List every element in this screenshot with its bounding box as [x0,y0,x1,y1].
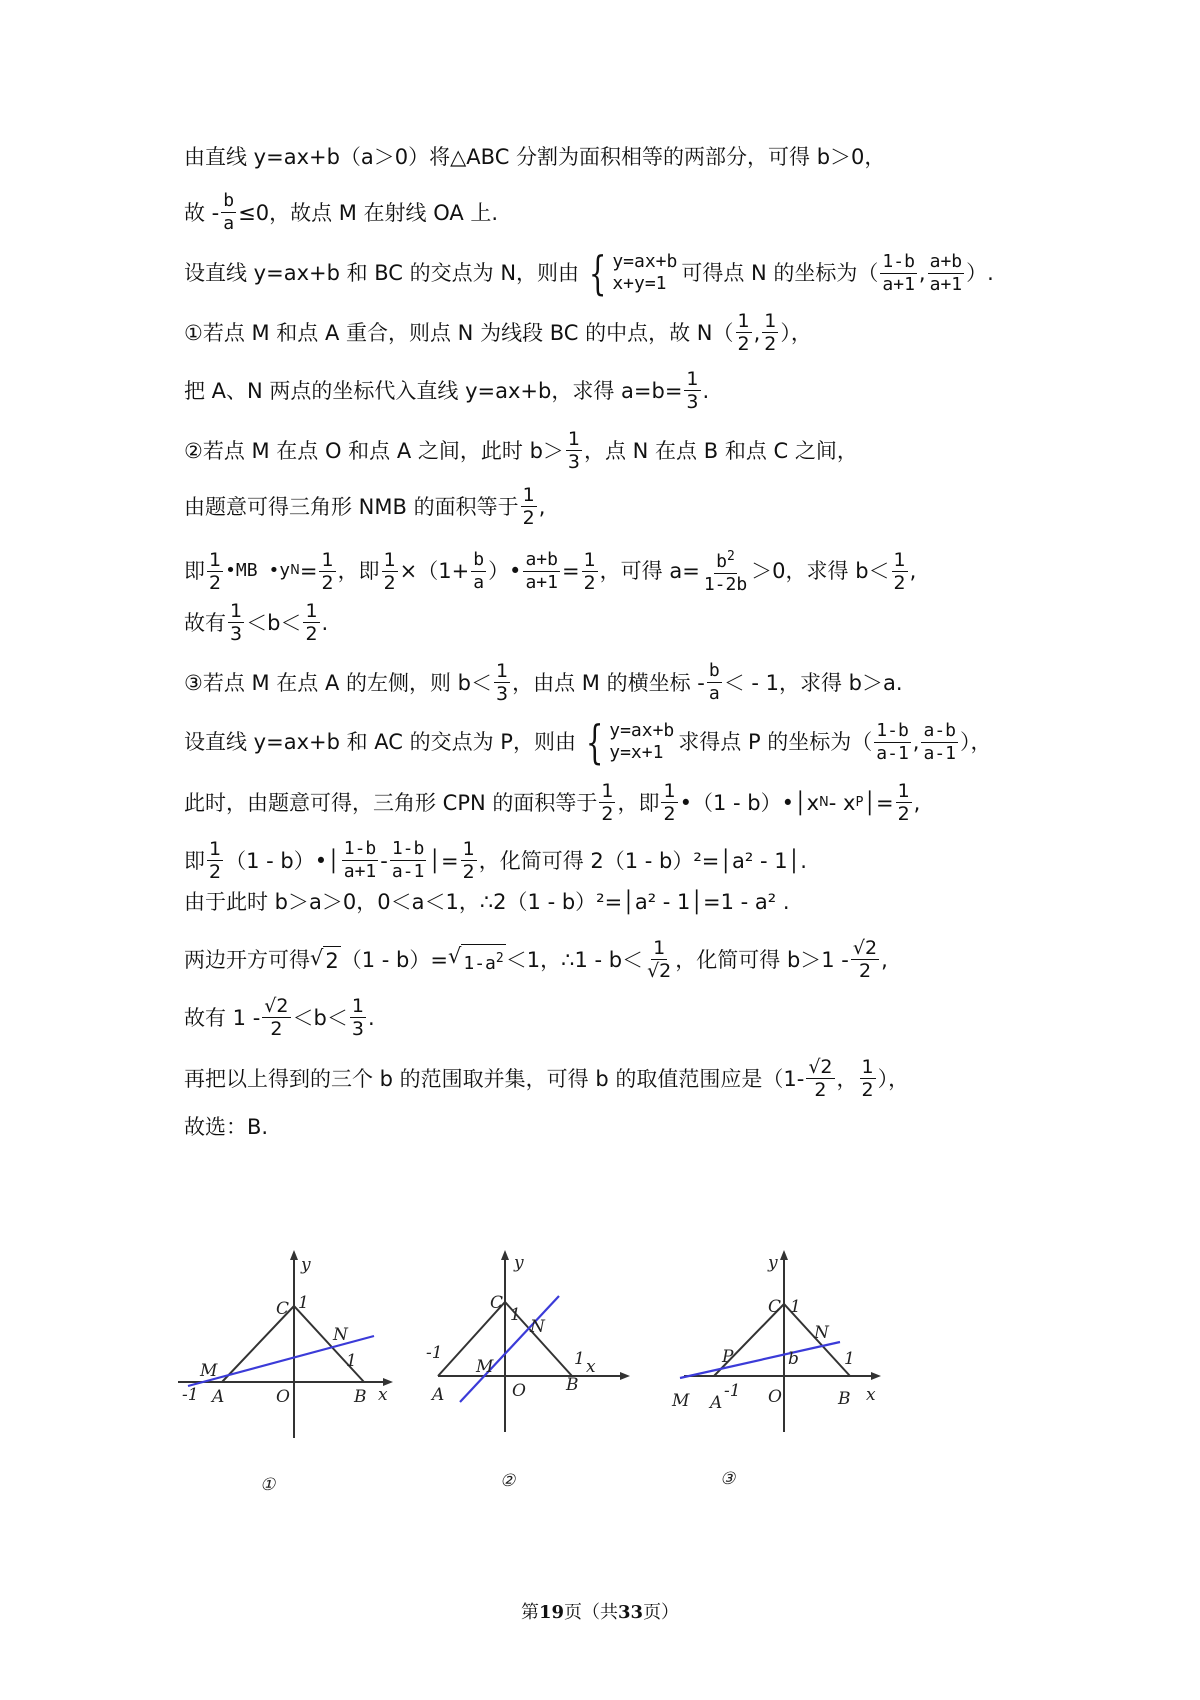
text-line-6 [184,428,858,473]
line-text: 由题意可得三角形 NMB 的面积等于 [184,494,519,519]
svg-text:x: x [378,1385,388,1405]
text-line-10: ③若点 M 在点 A 的左侧，则 b＜ $\frac{1}{3}$ ，由点 M 的横坐标 - $\frac{b}{a}$ ＜ - 1，求得 b＞a. [184,660,903,705]
fraction: $\frac{1}{2}$ [601,780,614,825]
svg-text:O: O [768,1387,782,1407]
svg-text:P: P [722,1347,734,1367]
svg-text:1: 1 [844,1349,855,1369]
fraction: $\frac{b}{a}$ [473,548,485,593]
svg-text:C: C [768,1297,782,1317]
svg-text:-1: -1 [724,1381,741,1401]
svg-text:y: y [301,1255,311,1275]
svg-text:x: x [586,1357,596,1377]
text-line-17: 再把以上得到的三个 b 的范围取并集，可得 b 的取值范围应是 （1- $\frac{√2}{2}$ ， $\frac{1}{2}$ ）， [184,1056,910,1101]
page-footer: 第19页（共33页） [520,1602,680,1623]
fraction: $\frac{1-b}{a+1}$ [343,838,377,882]
line-text: ，点 N 在点 B 和点 C 之间， [584,438,858,463]
fraction: $\frac{1}{2}$ [861,1056,874,1101]
svg-text:y: y [768,1253,778,1273]
svg-text:b: b [788,1349,799,1369]
svg-text:N: N [814,1323,829,1343]
svg-text:O: O [512,1381,526,1401]
page-number: 19 [538,1602,564,1623]
fraction: $\frac{1}{2}$ [462,838,475,883]
fraction: $\frac{1}{2}$ [383,548,396,594]
line-text: 把 A、N 两点的坐标代入直线 y=ax+b，求得 a=b= [184,378,683,403]
text-line-13: 即 $\frac{1}{2}$ （1 - b）•│ $\frac{1-b}{a+1}$ - $\frac{1-b}{a-1}$ │= $\frac{1}{2}$ ，化简可得 2（1 - b）²=│a² - 1│. [184,838,807,883]
figure-1 [178,1250,408,1500]
fraction: $\frac{a+b}{a+1}$ [525,548,558,593]
fraction: $\frac{1}{3}$ [230,600,243,645]
fraction: $\frac{1}{2}$ [663,780,676,825]
text-line-8: 即 $\frac{1}{2}$ •MB •y N = $\frac{1}{2}$ ，即 $\frac{1}{2}$ ×（1+ $\frac{b}{a}$ ）• $\frac{a+b}{a+1}$ = $\frac{1}{2}$ ，可得 a= $\frac{b^2}{1-2b}$ ＞0，求得 b＜ $\frac{1}{2}$ , [184,546,916,596]
page-total: 33 [618,1602,644,1623]
fraction: $\frac{1}{2}$ [305,600,318,645]
svg-text:A: A [212,1387,225,1407]
fraction: $\frac{1-b}{a-1}$ [876,719,909,764]
svg-text:A: A [432,1385,445,1405]
svg-text:1: 1 [298,1293,309,1313]
svg-text:B: B [354,1387,367,1407]
square-root: √ 2 [310,946,339,973]
text-line-14: 由于此时 b＞a＞0，0＜a＜1，∴2（1 - b）²=│a² - 1│=1 - a² . [184,890,790,914]
line-text: 由直线 y=ax+b（a＞0）将△ABC 分割为面积相等的两部分，可得 b＞0， [184,145,886,169]
text-line-2 [184,190,498,235]
fraction: $\frac{√2}{2}$ [808,1056,833,1101]
fraction: $\frac{b}{a}$ [223,190,235,234]
line-text: 可得点 N 的坐标为（ [681,261,879,285]
text-line-5 [184,368,709,413]
svg-text:C: C [490,1293,504,1313]
text-line-16: 故有 1 - $\frac{√2}{2}$ ＜b＜ $\frac{1}{3}$ . [184,995,375,1040]
svg-text:②: ② [500,1471,516,1491]
fraction: $\frac{1}{3}$ [496,660,509,705]
fraction: $\frac{b^2}{1-2b}$ [702,546,749,596]
svg-text:N: N [333,1325,348,1345]
fraction: $\frac{1}{2}$ [893,548,906,594]
svg-text:x: x [866,1385,876,1405]
svg-text:y: y [514,1253,524,1273]
fraction: $\frac{√2}{2}$ [264,995,289,1040]
fraction: $\frac{a-b}{a-1}$ [923,719,956,764]
line-text: ①若点 M 和点 A 重合，则点 N 为线段 BC 的中点，故 N（ [184,320,734,345]
equation-system: { y=ax+b y=x+1 [585,715,675,769]
fraction: $\frac{a+b}{a+1}$ [929,250,963,295]
svg-text:B: B [838,1389,851,1409]
line-text: , [538,494,546,519]
figure-2 [426,1250,668,1500]
svg-text:C: C [276,1299,290,1319]
fraction: $\frac{1}{2}$ [764,310,777,355]
fraction: $\frac{1}{3}$ [567,428,580,473]
text-line-7 [184,484,545,529]
fraction: $\frac{1}{2}$ [583,548,596,594]
svg-text:B: B [566,1375,579,1395]
line-text: ）. [966,261,994,285]
svg-text:-1: -1 [426,1343,443,1363]
svg-text:M: M [672,1391,690,1411]
fraction: $\frac{1}{3}$ [686,368,699,413]
square-root: √ $1-a^2$ [448,942,506,978]
figure-3 [666,1250,906,1500]
svg-text:1: 1 [790,1297,801,1317]
text-line-12: 此时，由题意可得，三角形 CPN 的面积等于 $\frac{1}{2}$ ，即 $\frac{1}{2}$ •（1 - b）•│x N - x P │= $\frac{1}{2}$ , [184,780,921,825]
line-text: ）， [780,320,812,345]
fraction: $\frac{1-b}{a-1}$ [391,838,425,882]
fraction: $\frac{1}{3}$ [351,995,364,1040]
fraction: $\frac{1}{2}$ [321,548,334,594]
svg-text:③: ③ [720,1469,736,1489]
svg-text:O: O [276,1387,290,1407]
fraction: $\frac{√2}{2}$ [852,937,878,982]
line-text: . [702,378,710,403]
svg-text:N: N [530,1317,545,1337]
fraction: $\frac{b}{a}$ [708,660,720,704]
line-text: ≤0，故点 M 在射线 OA 上. [238,200,499,225]
fraction: $\frac{1}{2}$ [737,310,750,355]
svg-text:①: ① [260,1475,276,1495]
text-line-18: 故选：B. [184,1115,269,1139]
text-line-4: ①若点 M 和点 A 重合，则点 N 为线段 BC 的中点，故 N（ $\frac{1}{2}$ , $\frac{1}{2}$ ）， [184,310,812,355]
svg-text:M: M [200,1361,218,1381]
svg-text:1: 1 [510,1305,521,1325]
text-line-15: 两边开方可得 √ 2 （1 - b）= √ $1-a^2$ ＜1，∴1 - b＜ $\frac{1}{√2}$ ，化简可得 b＞1 - $\frac{√2}{2}$ , [184,937,888,982]
svg-text:1: 1 [574,1349,585,1369]
svg-text:1: 1 [346,1351,357,1371]
text-line-9: 故有 $\frac{1}{3}$ ＜b＜ $\frac{1}{2}$ . [184,600,329,645]
text-line-3: 设直线 y=ax+b 和 BC 的交点为 N，则由 { y=ax+b x+y=1 可得点 N 的坐标为（ $\frac{1-b}{a+1}$ , $\frac{a+b}{a+1}$ ）. [184,246,994,300]
svg-text:A: A [710,1393,723,1413]
fraction: $\frac{1-b}{a+1}$ [882,250,915,295]
equation-system: { y=ax+b x+y=1 [588,246,678,300]
fraction: $\frac{1}{2}$ [209,838,222,883]
fraction: $\frac{1}{2}$ [209,548,222,594]
line-text: 故 - [184,200,220,225]
text-line-11: 设直线 y=ax+b 和 AC 的交点为 P，则由 { y=ax+b y=x+1 求得点 P 的坐标为（ $\frac{1-b}{a-1}$ , $\frac{a-b}{a-1}$ ）， [184,715,992,769]
svg-text:-1: -1 [182,1385,199,1405]
line-text: 设直线 y=ax+b 和 BC 的交点为 N，则由 [184,261,580,285]
fraction: $\frac{1}{2}$ [897,780,910,825]
fraction: $\frac{1}{√2}$ [647,937,672,982]
fraction: $\frac{1}{2}$ [522,484,535,529]
text-line-1 [184,143,885,171]
blue-line [680,1342,840,1378]
line-text: ②若点 M 在点 O 和点 A 之间，此时 b＞ [184,438,564,463]
svg-text:M: M [476,1357,494,1377]
